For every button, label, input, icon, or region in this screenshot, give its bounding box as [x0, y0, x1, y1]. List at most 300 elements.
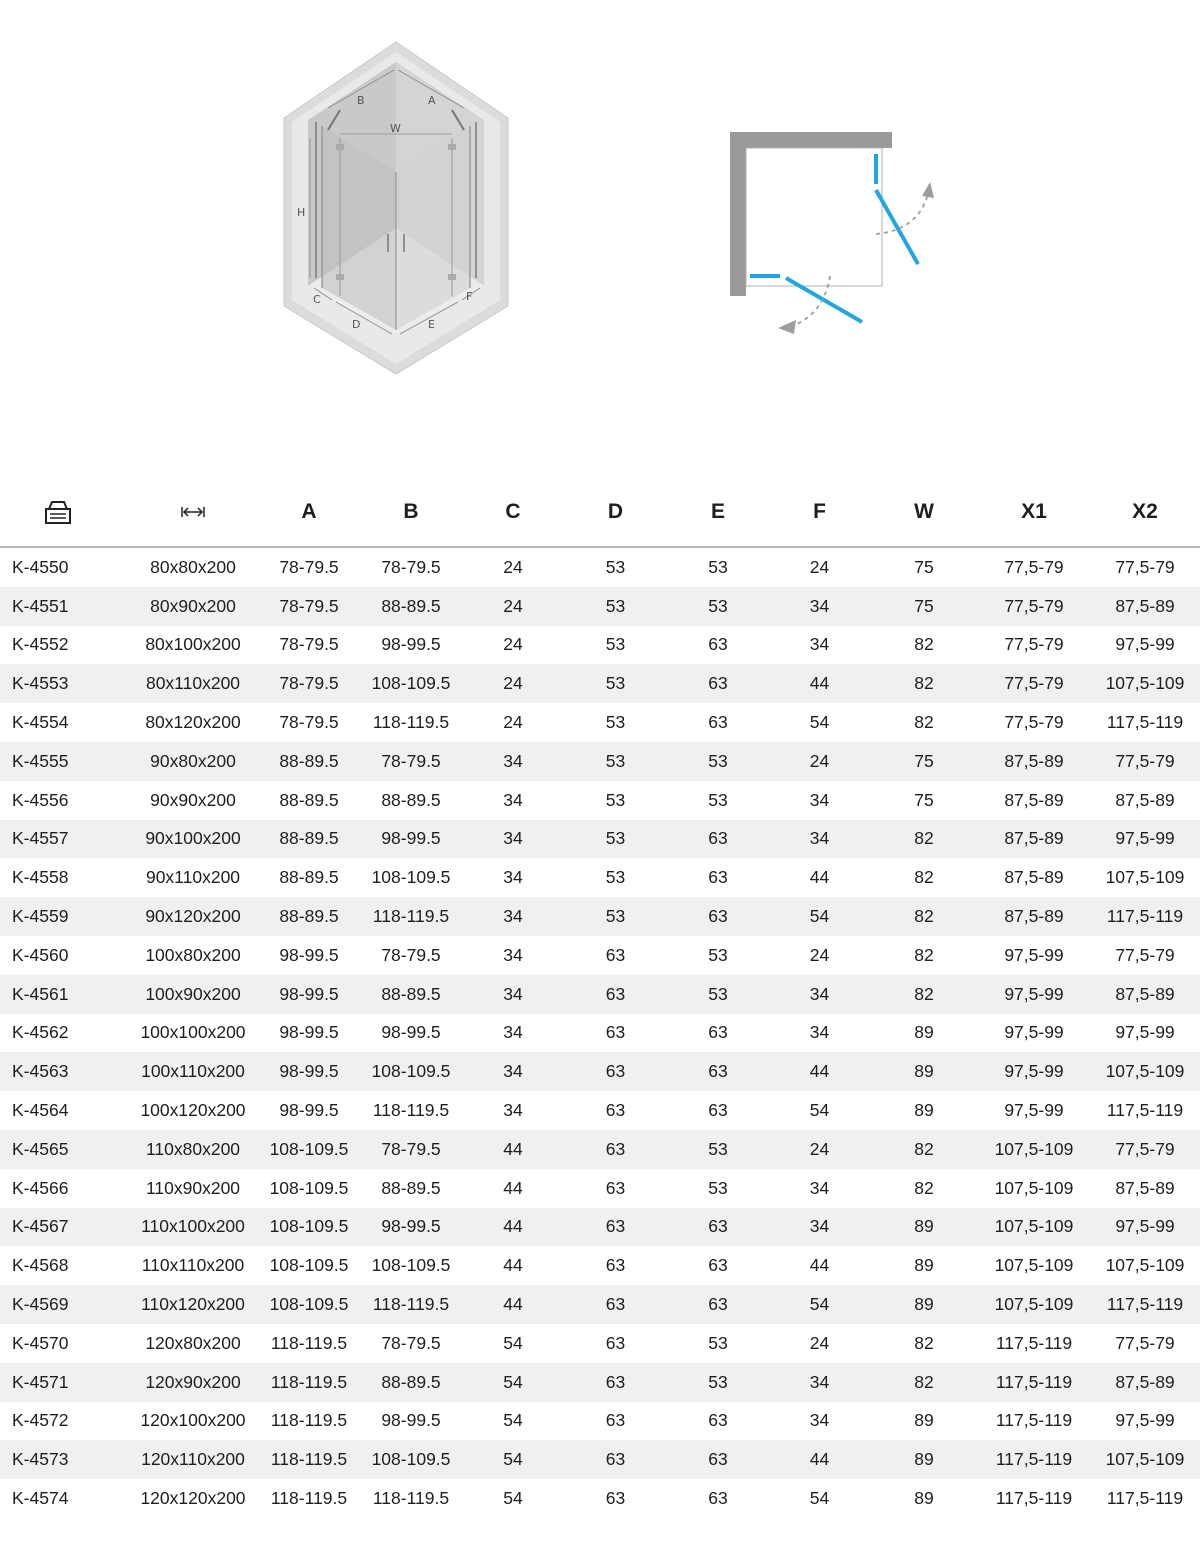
cell-code: K-4557 [0, 820, 128, 859]
cell-a: 98-99.5 [258, 1052, 360, 1091]
cell-b: 108-109.5 [360, 1440, 462, 1479]
cell-b: 88-89.5 [360, 587, 462, 626]
table-row [0, 1208, 1200, 1247]
cell-c: 24 [462, 664, 564, 703]
cell-x1: 107,5-109 [978, 1130, 1090, 1169]
cell-size: 120x110x200 [128, 1440, 258, 1479]
cell-w: 82 [914, 1177, 934, 1198]
cell-code: K-4555 [0, 742, 128, 781]
cell-b: 88-89.5 [360, 975, 462, 1014]
cell-e: 53 [708, 1332, 728, 1353]
cell-d: 53 [605, 712, 626, 733]
cell-d: 53 [605, 556, 626, 577]
cell-x1: 77,5-79 [978, 587, 1090, 626]
cell-d: 63 [564, 1440, 667, 1479]
cell-w: 89 [914, 1488, 934, 1509]
cell-d: 63 [564, 1052, 667, 1091]
cell-w: 89 [870, 1440, 978, 1479]
table-row [0, 858, 1200, 897]
cell-a: 98-99.5 [279, 1022, 339, 1043]
cell-d: 53 [605, 634, 626, 655]
cell-a: 108-109.5 [258, 1208, 360, 1247]
cell-w: 82 [914, 634, 934, 655]
cell-e: 53 [708, 789, 728, 810]
cell-a: 88-89.5 [258, 897, 360, 936]
cell-size: 110x110x200 [141, 1255, 245, 1276]
cell-a: 108-109.5 [258, 1130, 360, 1169]
cell-size: 100x90x200 [128, 975, 258, 1014]
cell-d: 53 [564, 742, 667, 781]
cell-e: 63 [708, 1022, 728, 1043]
cell-size: 80x80x200 [150, 556, 236, 577]
cell-d: 63 [564, 1208, 667, 1247]
table-row [0, 587, 1200, 626]
cell-e: 53 [708, 1177, 728, 1198]
header-b: B [360, 478, 462, 547]
label-w: W [390, 122, 401, 135]
cell-x1: 77,5-79 [978, 664, 1090, 703]
cell-c: 34 [503, 1100, 523, 1121]
cell-code: K-4571 [0, 1363, 128, 1402]
label-h: H [297, 206, 306, 219]
cell-x1: 77,5-79 [1004, 712, 1064, 733]
cell-b: 118-119.5 [372, 712, 450, 733]
cell-x2: 107,5-109 [1090, 664, 1200, 703]
cell-d: 63 [605, 1100, 626, 1121]
table-row [0, 1130, 1200, 1169]
cell-b: 108-109.5 [371, 1255, 451, 1276]
cell-a: 108-109.5 [258, 1285, 360, 1324]
cell-b: 78-79.5 [381, 556, 441, 577]
cell-a: 118-119.5 [270, 1410, 348, 1431]
cell-c: 44 [503, 1255, 523, 1276]
cell-x2: 117,5-119 [1106, 1100, 1184, 1121]
cell-a: 108-109.5 [269, 1177, 349, 1198]
cell-f: 34 [809, 634, 830, 655]
cell-size: 90x80x200 [128, 742, 258, 781]
cell-c: 24 [503, 712, 523, 733]
door-panel-front [786, 278, 862, 322]
cell-a: 78-79.5 [279, 712, 339, 733]
cell-b: 118-119.5 [360, 1285, 462, 1324]
cell-x2: 77,5-79 [1090, 742, 1200, 781]
cell-x1: 117,5-119 [995, 1410, 1073, 1431]
cell-w: 82 [870, 897, 978, 936]
width-arrows-icon [181, 505, 205, 519]
cell-b: 108-109.5 [371, 867, 451, 888]
cell-x1: 87,5-89 [1004, 867, 1064, 888]
cell-c: 34 [462, 820, 564, 859]
header-c: C [462, 478, 564, 547]
cell-code: K-4550 [12, 556, 69, 577]
cell-f: 44 [769, 1440, 870, 1479]
table-row [0, 936, 1200, 975]
cell-d: 53 [564, 897, 667, 936]
cell-d: 53 [564, 664, 667, 703]
cell-f: 34 [769, 975, 870, 1014]
cell-f: 54 [809, 1488, 830, 1509]
cell-b: 78-79.5 [360, 742, 462, 781]
cell-e: 53 [667, 1130, 769, 1169]
cell-c: 34 [462, 975, 564, 1014]
dimensions-table [0, 478, 1200, 1518]
table-row [0, 547, 1200, 587]
cell-w: 89 [914, 1022, 934, 1043]
cell-c: 24 [503, 634, 523, 655]
cell-x2: 97,5-99 [1090, 820, 1200, 859]
cell-code: K-4559 [0, 897, 128, 936]
label-e: E [428, 318, 435, 331]
cell-d: 63 [564, 1285, 667, 1324]
cell-a: 88-89.5 [258, 742, 360, 781]
header-x1: X1 [978, 478, 1090, 547]
cell-b: 98-99.5 [360, 1208, 462, 1247]
cell-x2: 87,5-89 [1115, 789, 1175, 810]
cell-size: 100x80x200 [145, 944, 241, 965]
cell-f: 24 [809, 944, 830, 965]
header-w: W [870, 478, 978, 547]
label-c: C [313, 293, 321, 306]
cell-w: 89 [870, 1052, 978, 1091]
cell-f: 34 [769, 1208, 870, 1247]
cell-x2: 77,5-79 [1115, 556, 1175, 577]
cell-d: 63 [564, 1130, 667, 1169]
cell-b: 78-79.5 [381, 944, 441, 965]
cell-f: 44 [809, 1255, 830, 1276]
cell-e: 63 [708, 1255, 728, 1276]
table-row [0, 664, 1200, 703]
cell-c: 34 [462, 1052, 564, 1091]
cell-a: 118-119.5 [258, 1363, 360, 1402]
table-row [0, 1169, 1200, 1208]
cell-x2: 107,5-109 [1105, 1255, 1185, 1276]
cell-c: 54 [503, 1332, 523, 1353]
cell-x2: 97,5-99 [1115, 1022, 1175, 1043]
cell-b: 88-89.5 [360, 1363, 462, 1402]
cell-e: 63 [708, 1410, 728, 1431]
cell-e: 63 [708, 1100, 728, 1121]
cell-w: 82 [914, 1332, 934, 1353]
cell-x1: 117,5-119 [978, 1440, 1090, 1479]
cell-c: 34 [503, 867, 523, 888]
cell-x2: 117,5-119 [1106, 1488, 1184, 1509]
cell-x2: 97,5-99 [1115, 634, 1175, 655]
cell-size: 80x100x200 [145, 634, 241, 655]
cell-c: 54 [462, 1440, 564, 1479]
cell-x1: 117,5-119 [995, 1488, 1073, 1509]
cell-x1: 117,5-119 [995, 1332, 1073, 1353]
cell-w: 75 [914, 556, 934, 577]
cell-x1: 107,5-109 [978, 1208, 1090, 1247]
table-row [0, 1324, 1200, 1363]
isometric-enclosure-diagram [280, 38, 512, 378]
cell-code: K-4556 [12, 789, 69, 810]
cell-b: 98-99.5 [360, 820, 462, 859]
cell-size: 120x90x200 [128, 1363, 258, 1402]
cell-d: 63 [564, 1363, 667, 1402]
cell-w: 75 [914, 789, 934, 810]
cell-x1: 87,5-89 [978, 820, 1090, 859]
cell-x1: 97,5-99 [1004, 944, 1064, 965]
cell-w: 89 [914, 1100, 934, 1121]
cell-c: 34 [503, 1022, 523, 1043]
cell-c: 54 [462, 1363, 564, 1402]
cell-code: K-4574 [12, 1488, 69, 1509]
cell-code: K-4570 [12, 1332, 69, 1353]
cell-e: 53 [708, 556, 728, 577]
cell-e: 53 [667, 1363, 769, 1402]
cell-size: 120x80x200 [145, 1332, 241, 1353]
cell-e: 63 [667, 1440, 769, 1479]
cell-w: 82 [870, 1363, 978, 1402]
cell-w: 82 [870, 975, 978, 1014]
cell-e: 63 [708, 1488, 728, 1509]
cell-x1: 117,5-119 [978, 1363, 1090, 1402]
cell-w: 75 [870, 742, 978, 781]
cell-f: 44 [809, 867, 830, 888]
cell-d: 63 [605, 1488, 626, 1509]
cell-f: 34 [809, 1022, 830, 1043]
cell-f: 44 [769, 664, 870, 703]
cell-size: 110x90x200 [145, 1177, 241, 1198]
cell-code: K-4566 [12, 1177, 69, 1198]
cell-size: 100x120x200 [140, 1100, 246, 1121]
cell-w: 89 [870, 1285, 978, 1324]
cell-b: 98-99.5 [381, 1410, 441, 1431]
swing-arrow-icon [922, 182, 934, 198]
cell-e: 53 [667, 975, 769, 1014]
cell-c: 44 [503, 1177, 523, 1198]
cell-x2: 77,5-79 [1090, 1130, 1200, 1169]
cell-c: 34 [503, 944, 523, 965]
cell-x1: 77,5-79 [1004, 556, 1064, 577]
cell-x2: 97,5-99 [1090, 1208, 1200, 1247]
header-dimension [128, 478, 258, 547]
cell-size: 120x100x200 [140, 1410, 246, 1431]
table-row [0, 1363, 1200, 1402]
cell-b: 118-119.5 [372, 1100, 450, 1121]
table-row [0, 975, 1200, 1014]
cell-e: 63 [708, 634, 728, 655]
side-wall [730, 132, 746, 296]
cell-e: 63 [667, 1285, 769, 1324]
cell-w: 82 [870, 664, 978, 703]
cell-x1: 107,5-109 [978, 1285, 1090, 1324]
cell-code: K-4558 [12, 867, 69, 888]
cell-w: 89 [914, 1410, 934, 1431]
cell-d: 53 [605, 789, 626, 810]
cell-size: 90x120x200 [128, 897, 258, 936]
cell-x1: 87,5-89 [1004, 789, 1064, 810]
header-f: F [769, 478, 870, 547]
cell-code: K-4554 [12, 712, 69, 733]
cell-a: 88-89.5 [279, 867, 339, 888]
cell-d: 63 [605, 1177, 626, 1198]
cell-a: 78-79.5 [258, 664, 360, 703]
cell-a: 88-89.5 [279, 789, 339, 810]
cell-f: 34 [809, 1177, 830, 1198]
cell-size: 80x90x200 [128, 587, 258, 626]
cell-f: 24 [769, 1130, 870, 1169]
cell-x1: 97,5-99 [978, 975, 1090, 1014]
table-row [0, 1091, 1200, 1130]
cell-x2: 107,5-109 [1090, 1052, 1200, 1091]
cell-e: 63 [667, 1208, 769, 1247]
cell-x1: 107,5-109 [994, 1255, 1074, 1276]
cell-code: K-4562 [12, 1022, 69, 1043]
cell-c: 34 [503, 789, 523, 810]
cell-f: 54 [769, 1285, 870, 1324]
cell-f: 44 [769, 1052, 870, 1091]
cell-b: 118-119.5 [360, 897, 462, 936]
cell-w: 82 [914, 867, 934, 888]
table-row [0, 1402, 1200, 1441]
cell-e: 53 [667, 742, 769, 781]
cell-x2: 87,5-89 [1090, 587, 1200, 626]
header-code [0, 478, 128, 547]
label-a: A [428, 94, 436, 107]
cell-x1: 97,5-99 [1004, 1100, 1064, 1121]
cell-f: 24 [769, 742, 870, 781]
cell-b: 78-79.5 [381, 1332, 441, 1353]
cell-f: 34 [769, 1363, 870, 1402]
cell-size: 110x100x200 [128, 1208, 258, 1247]
header-x2: X2 [1090, 478, 1200, 547]
cell-a: 118-119.5 [270, 1332, 348, 1353]
cell-f: 34 [769, 820, 870, 859]
cell-c: 54 [503, 1410, 523, 1431]
cell-f: 34 [809, 789, 830, 810]
table-row [0, 781, 1200, 820]
cell-w: 82 [870, 820, 978, 859]
cell-code: K-4565 [0, 1130, 128, 1169]
table-row [0, 897, 1200, 936]
cell-e: 63 [708, 867, 728, 888]
cell-b: 98-99.5 [381, 634, 441, 655]
cell-w: 82 [914, 712, 934, 733]
cell-a: 88-89.5 [258, 820, 360, 859]
cell-x2: 107,5-109 [1090, 1440, 1200, 1479]
cell-x2: 77,5-79 [1115, 944, 1175, 965]
cell-size: 80x120x200 [145, 712, 241, 733]
cell-c: 34 [462, 897, 564, 936]
cell-x2: 87,5-89 [1090, 975, 1200, 1014]
cell-e: 63 [667, 664, 769, 703]
table-row [0, 1479, 1200, 1518]
table-row [0, 1014, 1200, 1053]
cell-x2: 117,5-119 [1090, 1285, 1200, 1324]
cell-e: 63 [667, 820, 769, 859]
table-row [0, 1440, 1200, 1479]
cell-code: K-4567 [0, 1208, 128, 1247]
cell-x2: 117,5-119 [1106, 712, 1184, 733]
cell-x2: 77,5-79 [1115, 1332, 1175, 1353]
cell-f: 24 [809, 1332, 830, 1353]
cell-code: K-4564 [12, 1100, 69, 1121]
label-d: D [352, 318, 361, 331]
cell-d: 63 [605, 1332, 626, 1353]
cell-d: 63 [605, 1022, 626, 1043]
cell-c: 44 [462, 1285, 564, 1324]
cell-size: 90x110x200 [145, 867, 241, 888]
cell-d: 53 [564, 587, 667, 626]
table-row [0, 820, 1200, 859]
cell-w: 89 [870, 1208, 978, 1247]
cell-e: 53 [708, 944, 728, 965]
cell-code: K-4568 [12, 1255, 69, 1276]
cell-f: 34 [769, 587, 870, 626]
label-f: F [466, 290, 473, 303]
cell-f: 54 [809, 712, 830, 733]
cell-d: 53 [564, 820, 667, 859]
cell-b: 118-119.5 [372, 1488, 450, 1509]
cell-x1: 97,5-99 [978, 1052, 1090, 1091]
cell-x1: 97,5-99 [1004, 1022, 1064, 1043]
label-b: B [357, 94, 365, 107]
cell-a: 118-119.5 [270, 1488, 348, 1509]
cell-a: 78-79.5 [279, 634, 339, 655]
back-wall [730, 132, 892, 148]
cell-b: 78-79.5 [360, 1130, 462, 1169]
cell-code: K-4561 [0, 975, 128, 1014]
cell-e: 63 [708, 712, 728, 733]
cell-e: 53 [667, 587, 769, 626]
cell-code: K-4563 [0, 1052, 128, 1091]
product-box-icon [44, 499, 72, 525]
header-a: A [258, 478, 360, 547]
header-e: E [667, 478, 769, 547]
cell-e: 63 [667, 1052, 769, 1091]
cell-b: 88-89.5 [381, 789, 441, 810]
cell-d: 63 [605, 944, 626, 965]
swing-arrow-icon [778, 320, 796, 334]
cell-c: 54 [503, 1488, 523, 1509]
cell-f: 34 [809, 1410, 830, 1431]
cell-x1: 87,5-89 [978, 897, 1090, 936]
cell-size: 110x80x200 [128, 1130, 258, 1169]
cell-a: 98-99.5 [279, 1100, 339, 1121]
table-row [0, 1246, 1200, 1285]
cell-f: 54 [769, 897, 870, 936]
cell-w: 89 [914, 1255, 934, 1276]
cell-d: 63 [564, 975, 667, 1014]
cell-size: 120x120x200 [140, 1488, 246, 1509]
cell-x2: 117,5-119 [1090, 897, 1200, 936]
cell-d: 63 [605, 1255, 626, 1276]
table-row [0, 1285, 1200, 1324]
cell-c: 34 [462, 742, 564, 781]
cell-a: 108-109.5 [269, 1255, 349, 1276]
cell-b: 98-99.5 [381, 1022, 441, 1043]
cell-code: K-4573 [0, 1440, 128, 1479]
table-row [0, 703, 1200, 742]
cell-a: 78-79.5 [258, 587, 360, 626]
cell-size: 90x90x200 [150, 789, 236, 810]
table-row [0, 1052, 1200, 1091]
cell-x1: 77,5-79 [1004, 634, 1064, 655]
cell-x1: 107,5-109 [994, 1177, 1074, 1198]
cell-f: 24 [809, 556, 830, 577]
cell-code: K-4551 [0, 587, 128, 626]
cell-code: K-4560 [12, 944, 69, 965]
table-row [0, 742, 1200, 781]
plan-view-diagram [726, 126, 946, 346]
cell-c: 24 [462, 587, 564, 626]
cell-code: K-4569 [0, 1285, 128, 1324]
diagram-area [0, 0, 1200, 440]
cell-c: 24 [503, 556, 523, 577]
cell-b: 108-109.5 [360, 664, 462, 703]
